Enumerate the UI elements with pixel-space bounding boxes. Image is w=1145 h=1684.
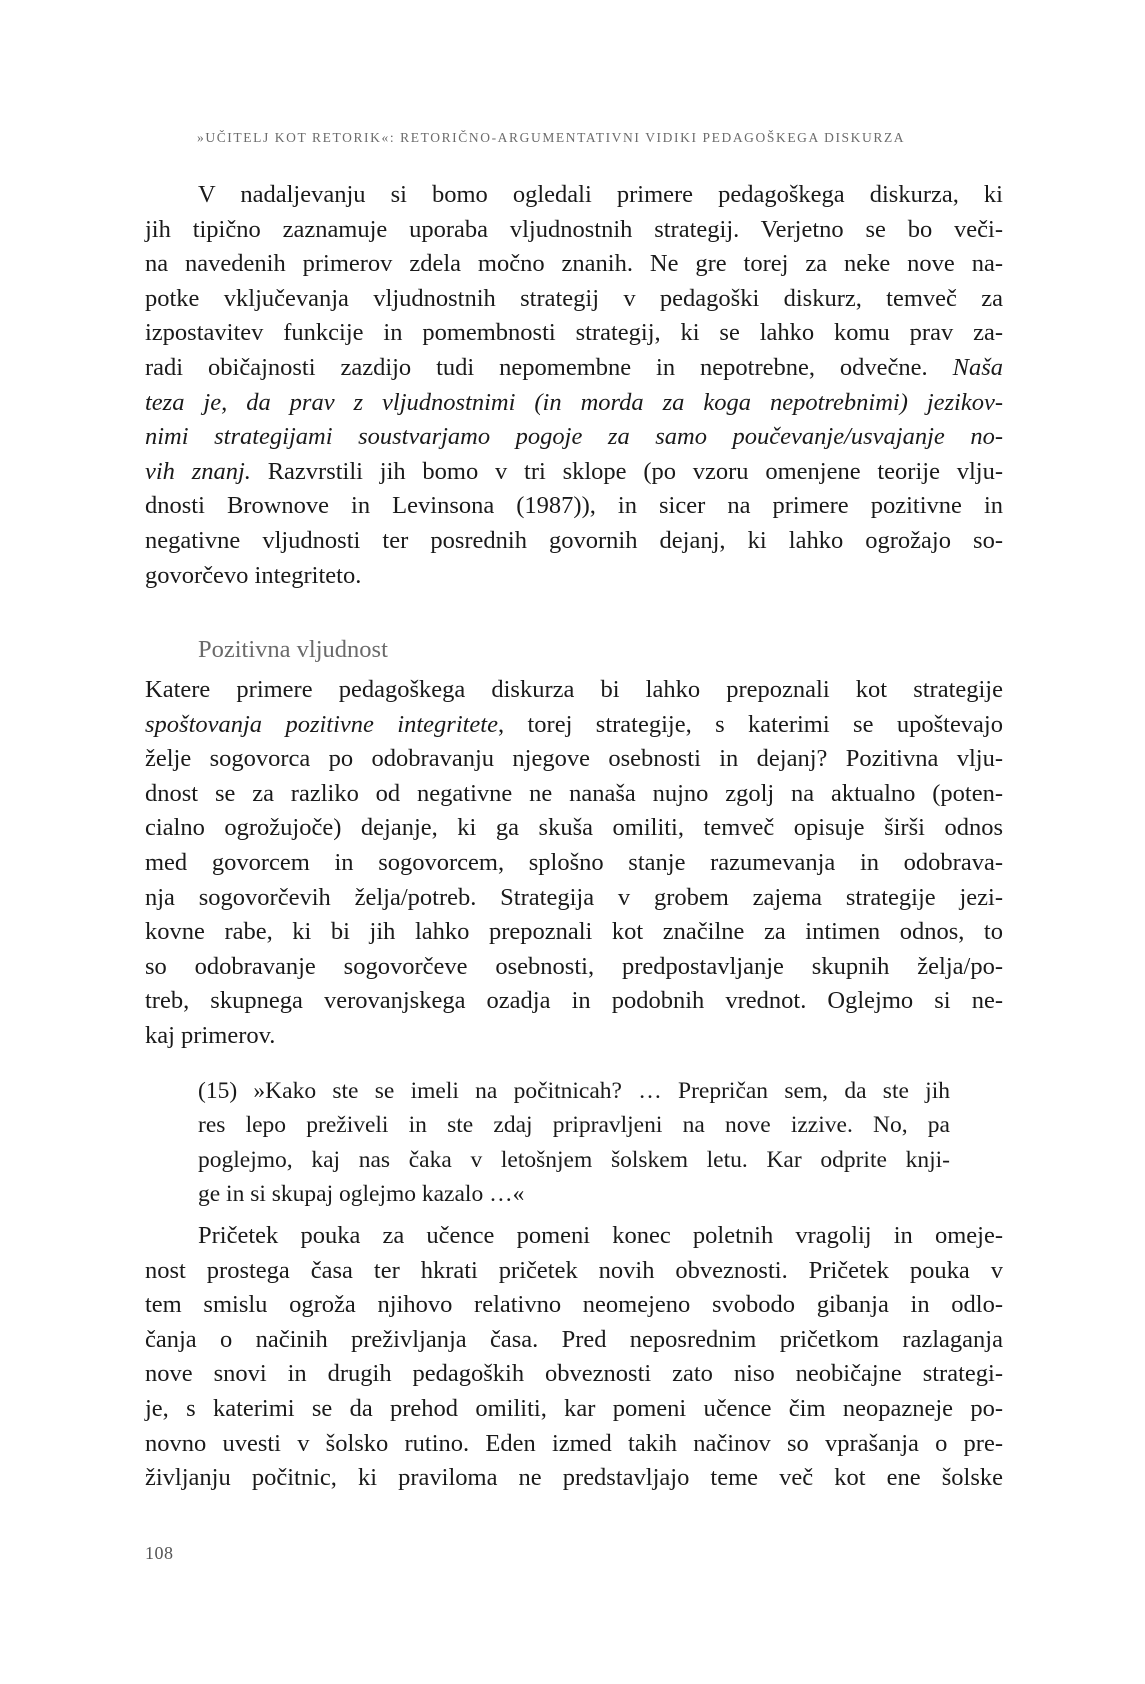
example-quote (198, 1074, 950, 1211)
running-head: »UČITELJ KOT RETORIK«: RETORIČNO-ARGUMENTATIVNI VIDIKI PEDAGOŠKEGA DISKURZA (197, 130, 906, 145)
page-number: 108 (145, 1543, 174, 1563)
text-line: želje sogovorca po odobravanju njegove osebnosti in dejanj? Pozitivna vlju- (145, 745, 1003, 773)
quote-line: ge in si skupaj oglejmo kazalo …« (198, 1180, 525, 1207)
quote-line: poglejmo, kaj nas čaka v letošnjem šolskem letu. Kar odprite knji- (198, 1146, 950, 1173)
text-line: vih znanj. Razvrstili jih bomo v tri sklope (po vzoru omenjene teorije vlju- (145, 457, 1003, 485)
text-line: so odobravanje sogovorčeve osebnosti, predpostavljanje skupnih želja/po- (145, 952, 1003, 980)
text-line: je, s katerimi se da prehod omiliti, kar pomeni učence čim neopazneje po- (145, 1394, 1003, 1422)
text-line: Katere primere pedagoškega diskurza bi lahko prepoznali kot strategije (145, 676, 1003, 703)
text-line: čanja o načinih preživljanja časa. Pred neposrednim pričetkom razlaganja (145, 1325, 1003, 1353)
text-line: radi običajnosti zazdijo tudi nepomembne in nepotrebne, odvečne. Naša (145, 353, 1003, 381)
text-line: med govorcem in sogovorcem, splošno stanje razumevanja in odobrava- (145, 848, 1003, 876)
text-line: treb, skupnega verovanjskega ozadja in podobnih vrednot. Oglejmo si ne- (145, 987, 1003, 1015)
text-line: kaj primerov. (145, 1021, 276, 1049)
quote-line: res lepo preživeli in ste zdaj pripravljeni na nove izzive. No, pa (198, 1112, 950, 1139)
quote-line: (15) »Kako ste se imeli na počitnicah? … Prepričan sem, da ste jih (198, 1078, 950, 1104)
text-line (145, 386, 1003, 421)
paragraph-3 (145, 1219, 1003, 1496)
text-line: na navedenih primerov zdela močno znanih. Ne gre torej za neke nove na- (145, 250, 1003, 278)
text-line: negativne vljudnosti ter posrednih govornih dejanj, ki lahko ogrožajo so- (145, 526, 1003, 554)
emphasis: spoštovanja pozitivne integritete (145, 710, 498, 738)
text-line: tem smislu ogroža njihovo relativno neomejeno svobodo gibanja in odlo- (145, 1291, 1003, 1319)
paragraph-2 (145, 673, 1003, 1054)
text-line: nove snovi in drugih pedagoških obveznosti zato niso neobičajne strategi- (145, 1360, 1003, 1388)
emphasis: vih znanj. (145, 457, 251, 485)
text-line: V nadaljevanju si bomo ogledali primere pedagoškega diskurza, ki (198, 181, 1003, 208)
text-line: izpostavitev funkcije in pomembnosti strategij, ki se lahko komu prav za- (145, 319, 1003, 347)
text-line: jih tipično zaznamuje uporaba vljudnostnih strategij. Verjetno se bo veči- (145, 215, 1003, 243)
text-line: spoštovanja pozitivne integritete, torej strategije, s katerimi se upoštevajo (145, 710, 1003, 738)
text-line (145, 420, 1003, 455)
emphasis: teza je, da prav z vljudnostnimi (in morda za koga nepotrebnimi) jezikov- (145, 388, 1003, 416)
text-line: življanju počitnic, ki praviloma ne predstavljajo teme več kot ene šolske (145, 1464, 1003, 1492)
text-line: nja sogovorčevih želja/potreb. Strategija v grobem zajema strategije jezi- (145, 883, 1003, 911)
section-heading: Pozitivna vljudnost (198, 636, 388, 663)
text-line: dnost se za razliko od negativne ne nanaša nujno zgolj na aktualno (poten- (145, 779, 1003, 807)
text-line: govorčevo integriteto. (145, 561, 362, 589)
text-line: nost prostega časa ter hkrati pričetek novih obveznosti. Pričetek pouka v (145, 1256, 1003, 1284)
text-line: potke vključevanja vljudnostnih strategij v pedagoški diskurz, temveč za (145, 284, 1003, 312)
paragraph-1 (145, 178, 1003, 593)
text-line: dnosti Brownove in Levinsona (1987)), in sicer na primere pozitivne in (145, 492, 1003, 520)
text-line: Pričetek pouka za učence pomeni konec poletnih vragolij in omeje- (198, 1222, 1003, 1249)
text-line: novno uvesti v šolsko rutino. Eden izmed takih načinov so vprašanja o pre- (145, 1429, 1003, 1457)
emphasis: Naša (952, 353, 1003, 381)
emphasis: nimi strategijami soustvarjamo pogoje za samo poučevanje/usvajanje no- (145, 423, 1003, 451)
text-line: kovne rabe, ki bi jih lahko prepoznali kot značilne za intimen odnos, to (145, 918, 1003, 946)
text-line: cialno ogrožujoče) dejanje, ki ga skuša omiliti, temveč opisuje širši odnos (145, 814, 1003, 842)
